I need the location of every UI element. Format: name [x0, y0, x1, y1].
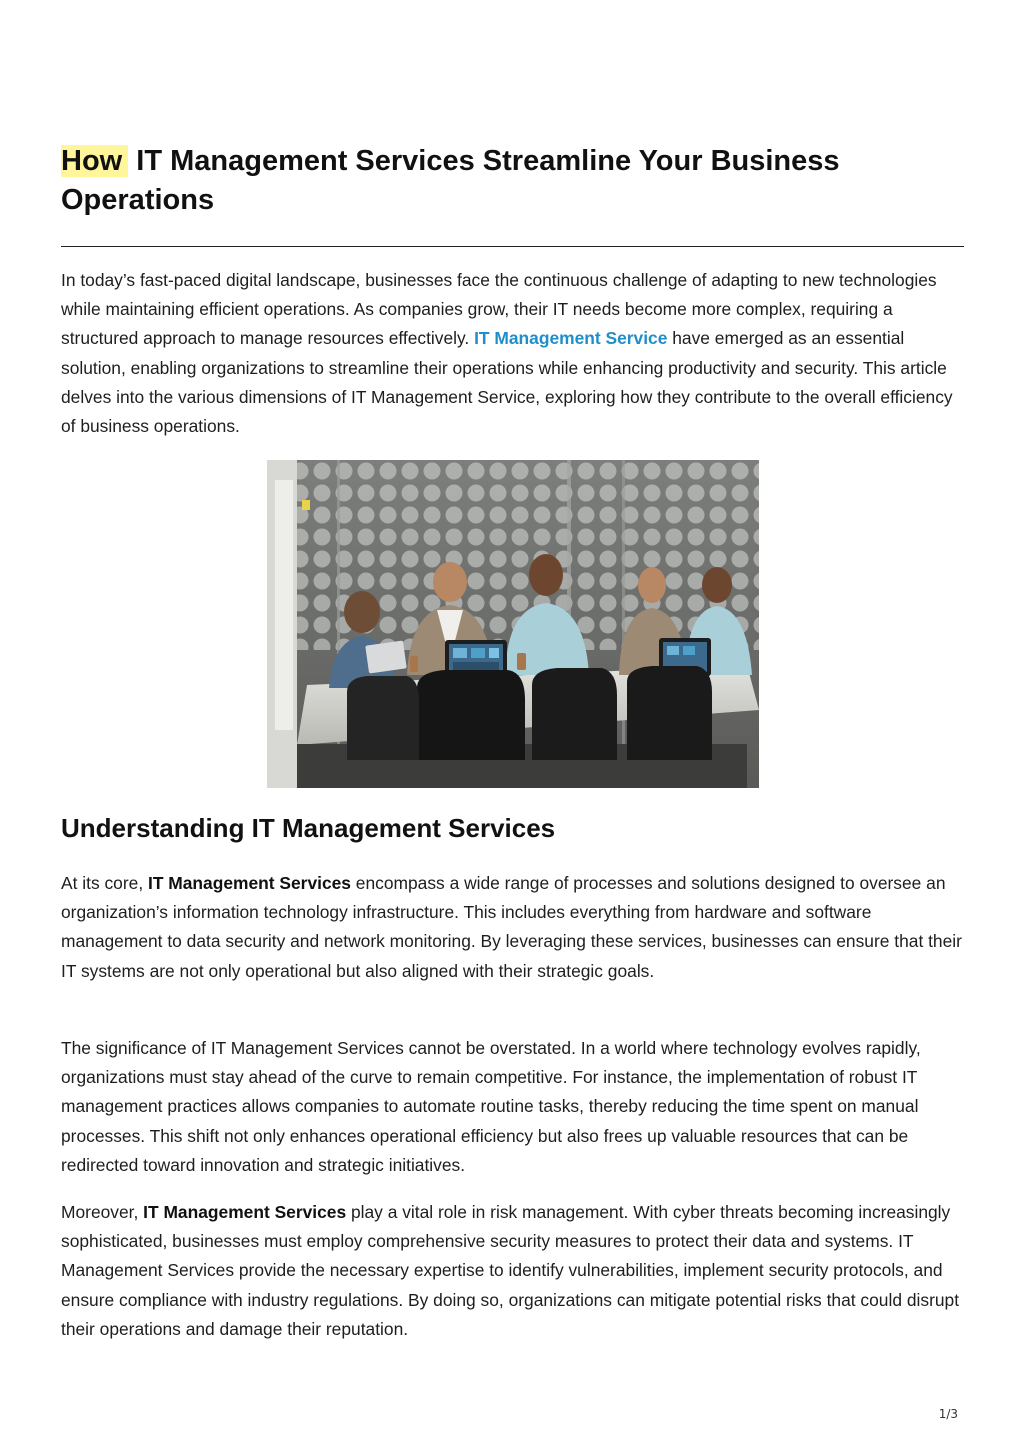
section-paragraph-1 — [61, 869, 964, 986]
paragraph-3-text-start: Moreover, — [61, 1202, 144, 1222]
intro-text-end: have emerged as an essential solution, enabling organizations to streamline their operations while enhancing productivity and security. This article delves into the various dimensions of IT Management Service, exploring how they contribute to the overall efficiency of business operations. — [61, 328, 953, 437]
paragraph-3-bold-term: IT Management Services — [143, 1202, 347, 1222]
section-paragraph-2: The significance of IT Management Services cannot be overstated. In a world where technology evolves rapidly, organizations must stay ahead of the curve to remain competitive. For instance, the implementation of robust IT management practices allows companies to automate routine tasks, thereby reducing the time spent on manual processes. This shift not only enhances operational efficiency but also frees up valuable resources that can be redirected toward innovation and strategic initiatives. — [61, 1038, 921, 1175]
section-heading: Understanding IT Management Services — [61, 813, 556, 843]
title-rest: IT Management Services Streamline Your Business Operations — [61, 145, 840, 216]
page-title — [61, 142, 964, 220]
paragraph-1-bold-term: IT Management Services — [147, 873, 351, 893]
intro-text-start: In today’s fast-paced digital landscape, businesses face the continuous challenge of adapting to new technologies while maintaining efficient operations. As companies grow, their IT needs become more complex, requiring a structured approach to manage resources effectively. — [61, 270, 937, 349]
paragraph-1-text-start: At its core, — [61, 873, 148, 893]
page-number: 1/3 — [938, 1407, 958, 1421]
paragraph-1-text-end: encompass a wide range of processes and solutions designed to oversee an organization’s information technology infrastructure. This includes everything from hardware and software management to data security and network monitoring. By leveraging these services, businesses can ensure that their IT systems are not only operational but also aligned with their strategic goals. — [61, 873, 962, 981]
section-paragraph-3 — [61, 1198, 964, 1344]
intro-paragraph — [61, 266, 964, 441]
title-highlight: How — [61, 145, 128, 177]
title-divider — [61, 246, 964, 247]
paragraph-3-text-end: play a vital role in risk management. With cyber threats becoming increasingly sophisticated, businesses must employ comprehensive security measures to protect their data and systems. IT Management Services provide the necessary expertise to identify vulnerabilities, implement security protocols, and ensure compliance with industry regulations. By doing so, organizations can mitigate potential risks that could disrupt their operations and damage their reputation. — [61, 1202, 960, 1339]
it-management-service-link[interactable]: IT Management Service — [474, 328, 668, 349]
meeting-photo — [267, 460, 759, 788]
article-image — [267, 460, 759, 788]
